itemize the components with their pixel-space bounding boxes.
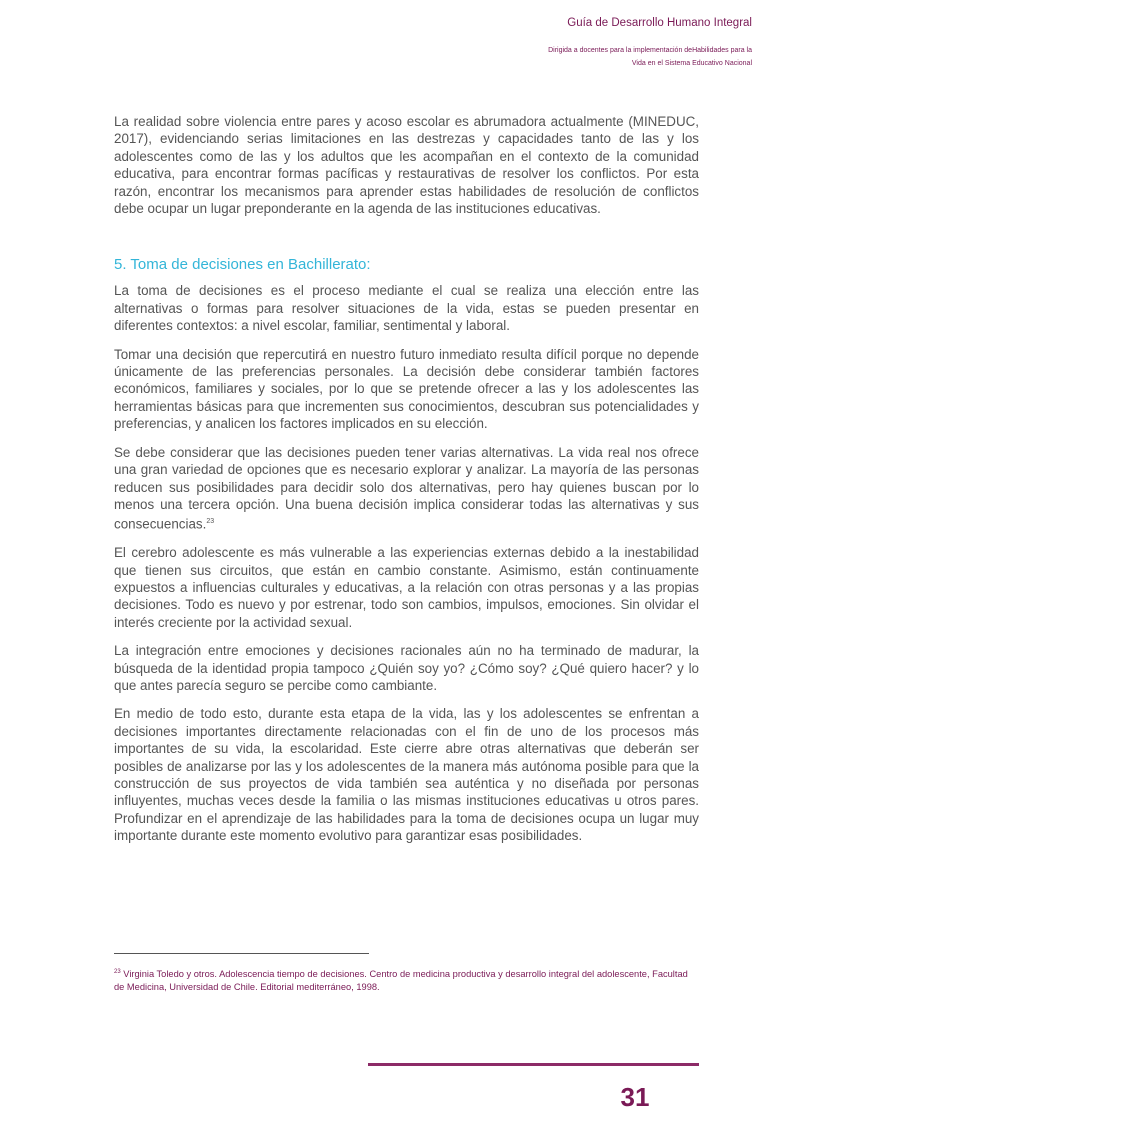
footnote: [114, 966, 699, 993]
header-title: Guía de Desarrollo Humano Integral: [567, 17, 752, 29]
footnote-reference[interactable]: 23: [206, 518, 215, 526]
header-subtitle-line2: Vida en el Sistema Educativo Nacional: [631, 60, 752, 67]
main-content: [114, 113, 699, 856]
paragraph: La integración entre emociones y decisiones racionales aún no ha terminado de madurar, la búsqueda de la identidad propia tampoco ¿Quién soy yo? ¿Cómo soy? ¿Qué quiero hacer? y lo que antes parecía seguro se percibe como cambiante.: [114, 643, 699, 694]
header-subtitle-line1: Dirigida a docentes para la implementación deHabilidades para la: [548, 47, 752, 54]
footnote-divider: [114, 953, 369, 954]
paragraph: El cerebro adolescente es más vulnerable a las experiencias externas debido a la inestabilidad que tienen sus circuitos, que están en cambio constante. Asimismo, están continuamente expuestos a influencias culturales y educativas, a la relación con otras personas y a las propias decisiones. Todo es nuevo y por estrenar, todo son cambios, impulsos, emociones. Sin olvidar el interés creciente por la actividad sexual.: [114, 545, 699, 630]
paragraph: En medio de todo esto, durante esta etapa de la vida, las y los adolescentes se enfrentan a decisiones importantes directamente relacionadas con el fin de uno de los procesos más importantes de su vida, la escolaridad. Este cierre abre otras alternativas que deberán ser posibles de analizarse por las y los adolescentes de la manera más autónoma posible para que la construcción de sus proyectos de vida también sea auténtica y no diseñada por personas influyentes, muchas veces desde la familia o las mismas instituciones educativas u otros pares. Profundizar en el aprendizaje de las habilidades para la toma de decisiones ocupa un lugar muy importante durante este momento evolutivo para garantizar esas posibilidades.: [114, 706, 699, 844]
header-subtitle: [548, 44, 752, 70]
section-heading: 5. Toma de decisiones en Bachillerato:: [114, 256, 371, 274]
paragraph-text: Se debe considerar que las decisiones pueden tener varias alternativas. La vida real nos ofrece una gran variedad de opciones que es necesario explorar y analizar. La mayoría de las personas reducen sus posibilidades para decidir solo dos alternativas, pero hay quienes buscan por lo menos una tercera opción. Una buena decisión implica considerar todas las alternativas y sus consecuencias.: [114, 444, 699, 532]
paragraph: [114, 444, 699, 534]
paragraph: La toma de decisiones es el proceso mediante el cual se realiza una elección entre las alternativas o formas para resolver situaciones de la vida, estas se pueden presentar en diferentes contextos: a nivel escolar, familiar, sentimental y laboral.: [114, 283, 699, 334]
intro-paragraph: La realidad sobre violencia entre pares y acoso escolar es abrumadora actualmente (MINEDUC, 2017), evidenciando serias limitaciones en las destrezas y capacidades tanto de las y los adolescentes como de las y los adultos que les acompañan en el contexto de la comunidad educativa, para encontrar formas pacíficas y restaurativas de resolver los conflictos. Por esta razón, encontrar los mecanismos para aprender estas habilidades de resolución de conflictos debe ocupar un lugar preponderante en la agenda de las instituciones educativas.: [114, 114, 699, 217]
footnote-marker: 23: [114, 969, 121, 975]
footnote-text: Virginia Toledo y otros. Adolescencia tiempo de decisiones. Centro de medicina productiva y desarrollo integral del adolescente, Facultad de Medicina, Universidad de Chile. Editorial mediterráneo, 1998.: [114, 969, 688, 992]
page-number-rule: [368, 1063, 699, 1066]
page-number: 31: [620, 1082, 650, 1112]
paragraph: Tomar una decisión que repercutirá en nuestro futuro inmediato resulta difícil porque no depende únicamente de las preferencias personales. La decisión debe considerar también factores económicos, familiares y sociales, por lo que se pretende ofrecer a las y los adolescentes las herramientas básicas para que incrementen sus conocimientos, descubran sus potencialidades y preferencias, y analicen los factores implicados en su elección.: [114, 346, 699, 432]
